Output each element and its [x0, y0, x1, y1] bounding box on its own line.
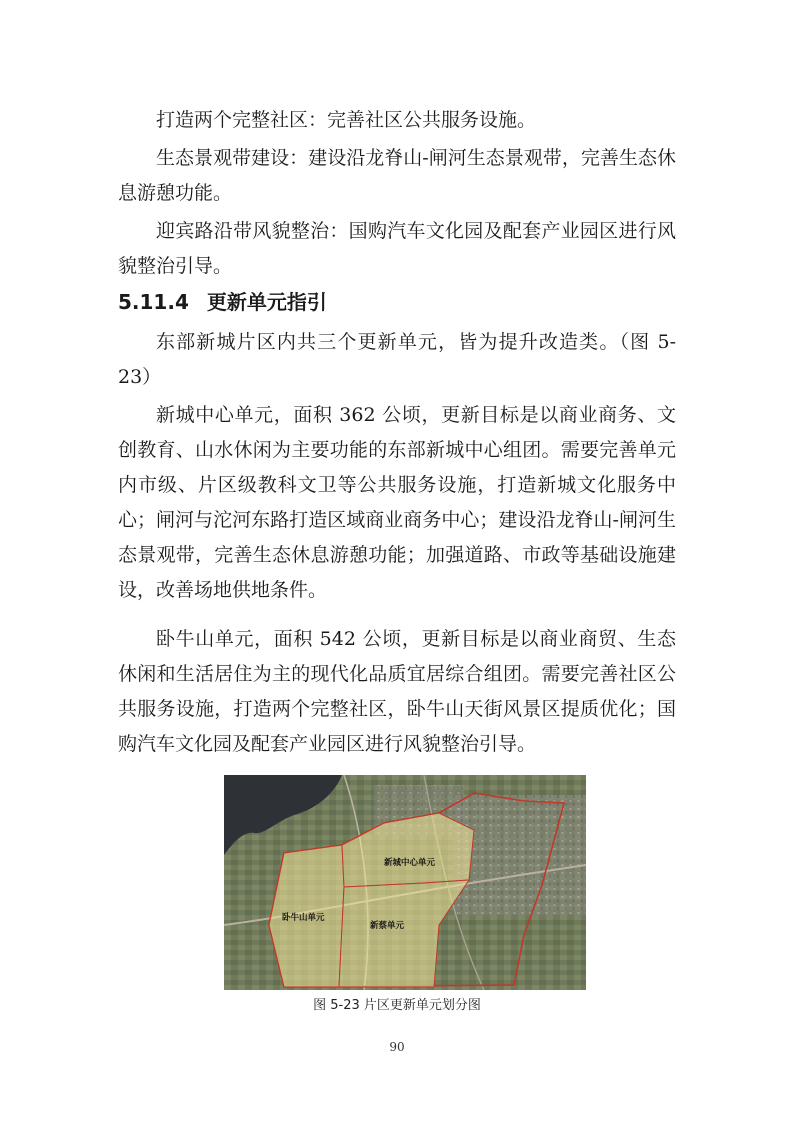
- paragraph-new-city-center-unit: 新城中心单元，面积 362 公顷，更新目标是以商业商务、文创教育、山水休闲为主要功能的东部新城中心组团。需要完善单元内市级、片区级教科文卫等公共服务设施，打造新城文化服务中心；闸河与沱河东路打造区域商业商务中心；建设沿龙脊山-闸河生态景观带，完善生态休息游憩功能；加强道路、市政等基础设施建设，改善场地供地条件。: [118, 404, 676, 601]
- paragraph-ecological-belt: 生态景观带建设：建设沿龙脊山-闸河生态景观带，完善生态休息游憩功能。: [118, 147, 676, 204]
- paragraph-yingbin-road: 迎宾路沿带风貌整治：国购汽车文化园及配套产业园区进行风貌整治引导。: [118, 220, 676, 277]
- label-new-city-center-unit: 新城中心单元: [384, 858, 436, 868]
- unit-division-map: [224, 775, 586, 990]
- section-number: 5.11.4: [118, 290, 189, 314]
- satellite-map: [224, 775, 586, 990]
- figure-caption: 图 5-23 片区更新单元划分图: [313, 998, 481, 1013]
- section-heading: [118, 287, 327, 317]
- page-number: 90: [389, 1040, 405, 1054]
- label-woniushan-unit: 卧牛山单元: [282, 913, 325, 923]
- urban-area-northeast: [454, 795, 586, 915]
- section-title: 更新单元指引: [206, 290, 327, 314]
- paragraph-woniushan-unit: 卧牛山单元，面积 542 公顷，更新目标是以商业商贸、生态休闲和生活居住为主的现代化品质宜居综合组团。需要完善社区公共服务设施，打造两个完整社区，卧牛山天街风景区提质优化；国购汽车文化园及配套产业园区进行风貌整治引导。: [118, 628, 676, 755]
- paragraph-complete-communities: 打造两个完整社区：完善社区公共服务设施。: [156, 109, 537, 131]
- label-xincai-unit: 新蔡单元: [370, 921, 405, 931]
- paragraph-units-overview: 东部新城片区内共三个更新单元，皆为提升改造类。（图 5-23）: [118, 331, 676, 388]
